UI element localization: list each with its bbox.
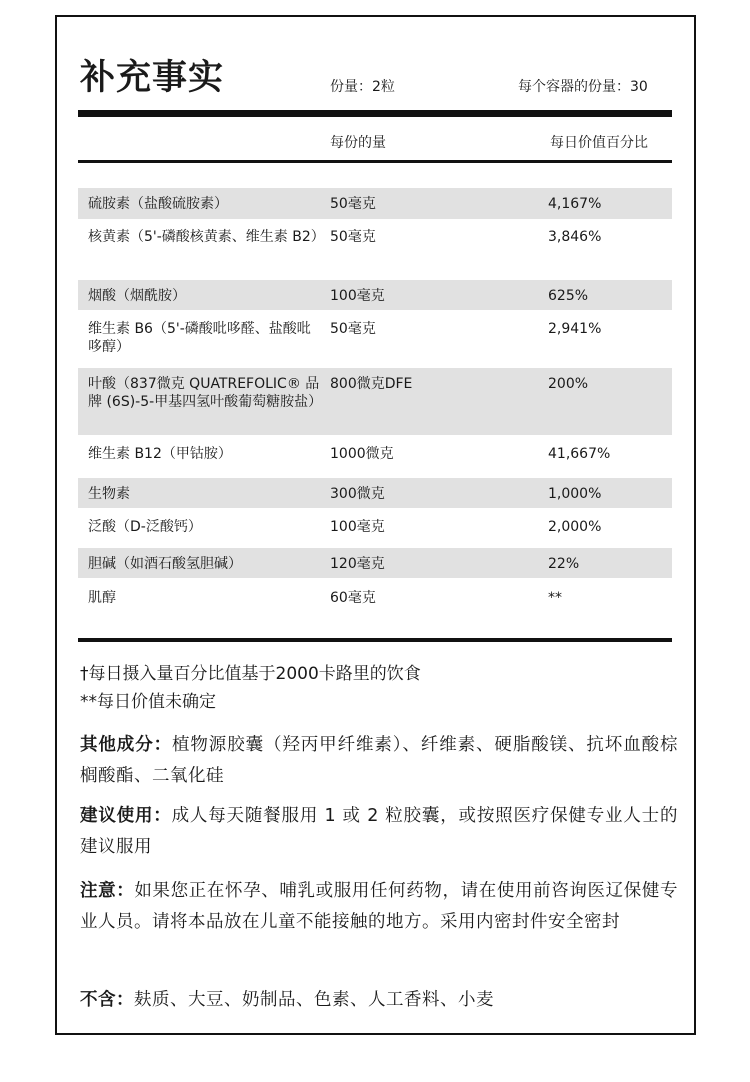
nutrient-amount: 50毫克 bbox=[330, 196, 376, 212]
suggested-use bbox=[80, 801, 678, 863]
nutrient-name: 生物素 bbox=[88, 486, 130, 502]
nutrient-dv: 22% bbox=[548, 556, 580, 572]
nutrient-amount: 50毫克 bbox=[330, 321, 376, 337]
nutrient-row bbox=[78, 582, 672, 618]
free-from bbox=[80, 985, 678, 1016]
footnotes bbox=[80, 660, 421, 716]
nutrient-amount: 100毫克 bbox=[330, 288, 385, 304]
divider bbox=[78, 160, 672, 163]
text: 麸质、大豆、奶制品、色素、人工香料、小麦 bbox=[134, 990, 494, 1010]
amount-header: 每份的量 bbox=[330, 135, 386, 151]
text: 植物源胶囊（羟丙甲纤维素）、纤维素、硬脂酸镁、抗坏血酸棕榈酸酯、二氧化硅 bbox=[80, 735, 679, 786]
nutrient-dv: 41,667% bbox=[548, 446, 611, 462]
nutrient-name: 核黄素（5'-磷酸核黄素、维生素 B2） bbox=[88, 229, 325, 245]
nutrient-row bbox=[78, 438, 672, 475]
nutrient-dv: 625% bbox=[548, 288, 589, 304]
label: 建议使用： bbox=[80, 806, 172, 826]
servings-per-container: 每个容器的份量：30 bbox=[518, 79, 648, 95]
nutrient-name: 维生素 B6（5'-磷酸吡哆醛、盐酸吡哆醇） bbox=[88, 321, 311, 355]
divider bbox=[78, 638, 672, 642]
nutrient-row bbox=[78, 478, 672, 508]
nutrient-amount: 800微克DFE bbox=[330, 376, 413, 392]
label: 不含： bbox=[80, 990, 134, 1010]
nutrient-dv: 4,167% bbox=[548, 196, 602, 212]
nutrient-dv: 2,941% bbox=[548, 321, 602, 337]
nutrient-row bbox=[78, 221, 672, 275]
nutrient-amount: 300微克 bbox=[330, 486, 385, 502]
panel-title: 补充事实 bbox=[80, 58, 225, 98]
text: 成人每天随餐服用 1 或 2 粒胶囊，或按照医疗保健专业人士的建议服用 bbox=[80, 806, 678, 857]
nutrient-row bbox=[78, 368, 672, 435]
nutrient-row bbox=[78, 280, 672, 310]
nutrient-name: 硫胺素（盐酸硫胺素） bbox=[88, 196, 228, 212]
text: 如果您正在怀孕、哺乳或服用任何药物，请在使用前咨询医辽保健专业人员。请将本品放在儿童不能接触的地方。采用内密封件安全密封 bbox=[80, 881, 678, 932]
dv-header: 每日价值百分比 bbox=[550, 135, 648, 151]
footnote: †每日摄入量百分比值基于2000卡路里的饮食 bbox=[80, 664, 421, 684]
nutrient-row bbox=[78, 313, 672, 365]
nutrient-amount: 120毫克 bbox=[330, 556, 385, 572]
nutrient-dv: 1,000% bbox=[548, 486, 602, 502]
footnote: **每日价值未确定 bbox=[80, 692, 216, 712]
serving-size: 份量：2粒 bbox=[330, 79, 395, 95]
nutrient-row bbox=[78, 548, 672, 578]
warning bbox=[80, 876, 678, 938]
other-ingredients bbox=[80, 730, 678, 792]
nutrient-name: 肌醇 bbox=[88, 590, 116, 606]
nutrient-dv: 2,000% bbox=[548, 519, 602, 535]
label: 注意： bbox=[80, 881, 135, 901]
nutrient-name: 胆碱（如酒石酸氢胆碱） bbox=[88, 556, 242, 572]
nutrient-amount: 1000微克 bbox=[330, 446, 394, 462]
nutrient-dv: ** bbox=[548, 590, 562, 606]
nutrient-amount: 100毫克 bbox=[330, 519, 385, 535]
divider bbox=[78, 110, 672, 117]
nutrient-name: 维生素 B12（甲钴胺） bbox=[88, 446, 232, 462]
nutrient-name: 泛酸（D-泛酸钙） bbox=[88, 519, 202, 535]
nutrient-amount: 50毫克 bbox=[330, 229, 376, 245]
nutrient-amount: 60毫克 bbox=[330, 590, 376, 606]
nutrient-name: 叶酸（837微克 QUATREFOLIC® 品牌 (6S)-5-甲基四氢叶酸葡萄糖胺盐） bbox=[88, 376, 323, 410]
nutrient-row bbox=[78, 188, 672, 219]
nutrient-name: 烟酸（烟酰胺） bbox=[88, 288, 186, 304]
label: 其他成分： bbox=[80, 735, 172, 755]
nutrient-row bbox=[78, 511, 672, 545]
nutrient-dv: 200% bbox=[548, 376, 589, 392]
nutrient-dv: 3,846% bbox=[548, 229, 602, 245]
